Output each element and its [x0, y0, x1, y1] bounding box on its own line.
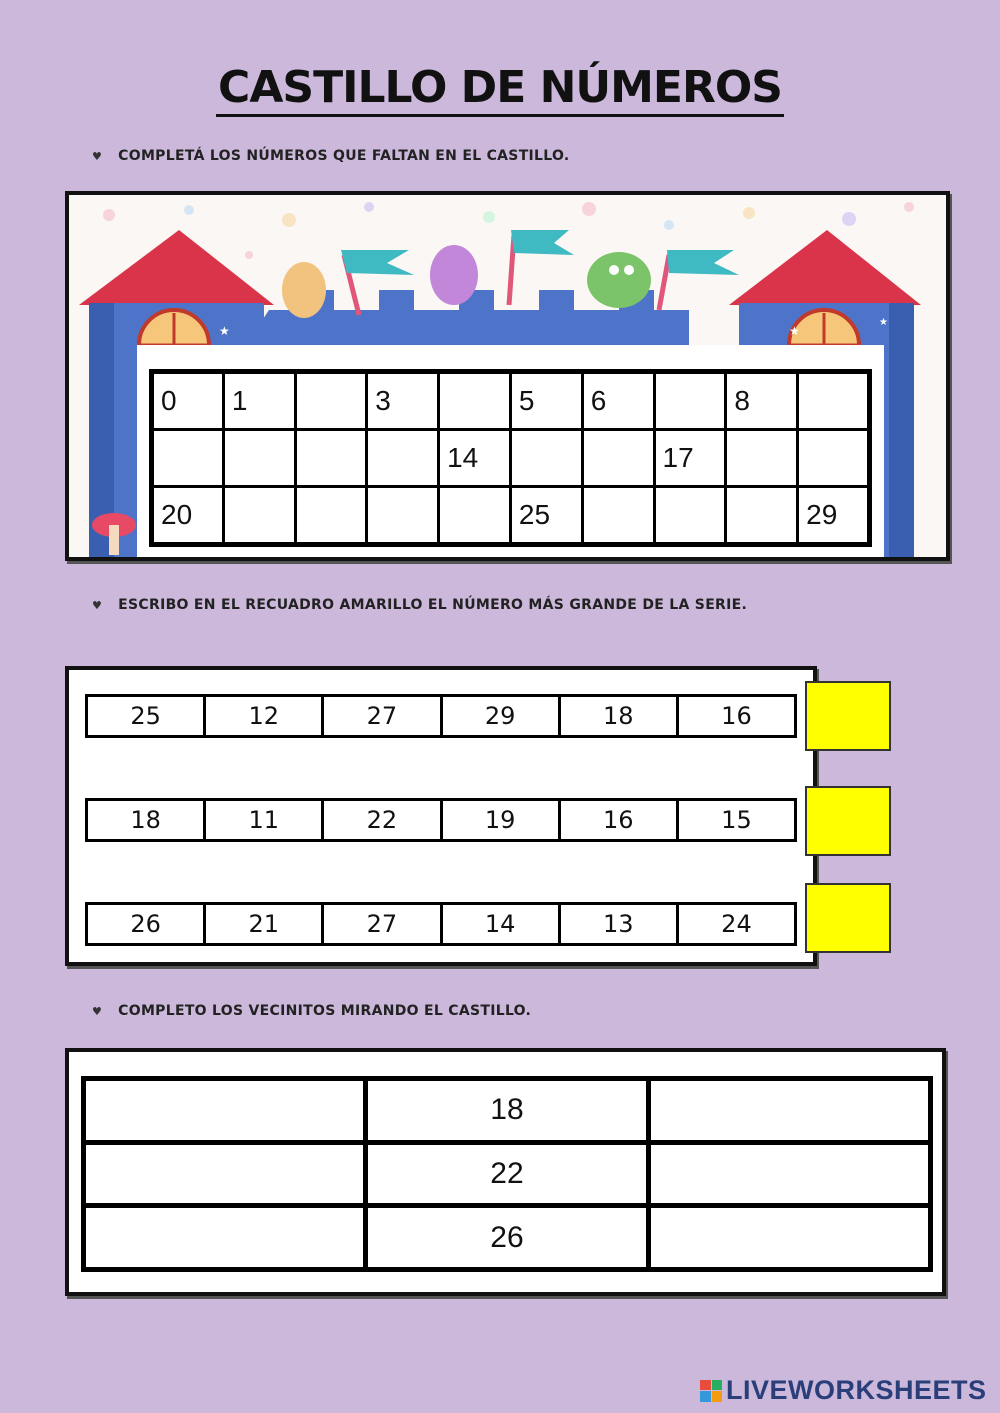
series-cell: 24	[721, 910, 752, 938]
castle-cell-given: 14	[439, 429, 511, 487]
castle-cell-blank[interactable]	[152, 429, 224, 487]
castle-cell-blank[interactable]	[798, 429, 870, 487]
answer-box-2[interactable]	[805, 786, 891, 856]
series-panel	[65, 666, 817, 966]
castle-cell-blank[interactable]	[510, 429, 582, 487]
series-cell: 19	[443, 801, 561, 839]
castle-cell-blank[interactable]	[439, 372, 511, 430]
castle-cell-given: 17	[654, 429, 726, 487]
castle-cell-given: 6	[582, 372, 654, 430]
series-row-2	[85, 798, 797, 842]
castle-cell-blank[interactable]	[582, 429, 654, 487]
castle-cell-given: 5	[510, 372, 582, 430]
heart-bullet-icon: ♥	[92, 598, 103, 612]
neighbors-table	[81, 1076, 933, 1272]
neighbor-center-number: 18	[366, 1079, 648, 1143]
castle-cell-blank[interactable]	[295, 429, 367, 487]
castle-cell-blank[interactable]	[798, 372, 870, 430]
series-cell: 29	[443, 697, 561, 735]
series-cell: 16	[561, 801, 679, 839]
page-title	[0, 62, 1000, 117]
castle-cell-given: 3	[367, 372, 439, 430]
castle-cell-given: 29	[798, 487, 870, 545]
instruction-text: COMPLETÁ LOS NÚMEROS QUE FALTAN EN EL CASTILLO.	[118, 148, 570, 164]
castle-cell-blank[interactable]	[726, 487, 798, 545]
castle-cell-blank[interactable]	[654, 487, 726, 545]
instruction-1	[92, 148, 570, 164]
logo-mark-icon	[700, 1380, 722, 1402]
castle-cell-blank[interactable]	[439, 487, 511, 545]
series-cell: 15	[721, 806, 752, 834]
series-row-1	[85, 694, 797, 738]
castle-grid-row	[152, 487, 870, 545]
castle-cell-given: 20	[152, 487, 224, 545]
neighbor-center-number: 26	[366, 1206, 648, 1270]
series-cell: 16	[721, 702, 752, 730]
castle-number-grid	[149, 369, 872, 547]
series-cell: 27	[324, 905, 442, 943]
series-cell: 11	[206, 801, 324, 839]
instruction-text: COMPLETO LOS VECINITOS MIRANDO EL CASTILLO.	[118, 1003, 532, 1019]
series-cell: 18	[561, 697, 679, 735]
svg-text:★: ★	[879, 317, 888, 328]
series-cell: 12	[206, 697, 324, 735]
castle-cell-given: 8	[726, 372, 798, 430]
neighbors-row	[84, 1079, 931, 1143]
neighbor-center-number: 22	[366, 1142, 648, 1206]
series-cell: 25	[88, 697, 206, 735]
series-cell: 21	[206, 905, 324, 943]
instruction-text: ESCRIBO EN EL RECUADRO AMARILLO EL NÚMERO MÁS GRANDE DE LA SERIE.	[118, 597, 748, 613]
castle-cell-given: 1	[223, 372, 295, 430]
neighbor-after-blank[interactable]	[648, 1079, 930, 1143]
heart-bullet-icon: ♥	[92, 1004, 103, 1018]
castle-cell-blank[interactable]	[295, 372, 367, 430]
neighbor-before-blank[interactable]	[84, 1206, 366, 1270]
castle-cell-given: 25	[510, 487, 582, 545]
series-cell: 13	[561, 905, 679, 943]
castle-cell-blank[interactable]	[726, 429, 798, 487]
series-cell: 18	[88, 801, 206, 839]
answer-box-1[interactable]	[805, 681, 891, 751]
instruction-3	[92, 1003, 531, 1019]
castle-cell-blank[interactable]	[223, 487, 295, 545]
svg-text:★: ★	[789, 324, 800, 338]
castle-cell-given: 0	[152, 372, 224, 430]
castle-panel	[65, 191, 950, 561]
castle-cell-blank[interactable]	[654, 372, 726, 430]
series-cell: 22	[324, 801, 442, 839]
logo-text: LIVEWORKSHEETS	[726, 1375, 987, 1405]
series-cell: 14	[443, 905, 561, 943]
neighbor-before-blank[interactable]	[84, 1142, 366, 1206]
castle-cell-blank[interactable]	[582, 487, 654, 545]
castle-grid-row	[152, 372, 870, 430]
series-row-3	[85, 902, 797, 946]
answer-box-3[interactable]	[805, 883, 891, 953]
castle-grid-row	[152, 429, 870, 487]
page-title-text: CASTILLO DE NÚMEROS	[216, 62, 784, 117]
neighbors-row	[84, 1142, 931, 1206]
neighbors-panel	[65, 1048, 946, 1296]
heart-bullet-icon: ♥	[92, 149, 103, 163]
series-cell: 26	[88, 905, 206, 943]
castle-cell-blank[interactable]	[295, 487, 367, 545]
neighbor-after-blank[interactable]	[648, 1142, 930, 1206]
svg-text:★: ★	[219, 324, 230, 338]
castle-cell-blank[interactable]	[367, 429, 439, 487]
instruction-2	[92, 597, 747, 613]
liveworksheets-logo	[700, 1375, 987, 1406]
neighbor-after-blank[interactable]	[648, 1206, 930, 1270]
neighbor-before-blank[interactable]	[84, 1079, 366, 1143]
castle-cell-blank[interactable]	[223, 429, 295, 487]
neighbors-row	[84, 1206, 931, 1270]
series-cell: 27	[324, 697, 442, 735]
castle-cell-blank[interactable]	[367, 487, 439, 545]
